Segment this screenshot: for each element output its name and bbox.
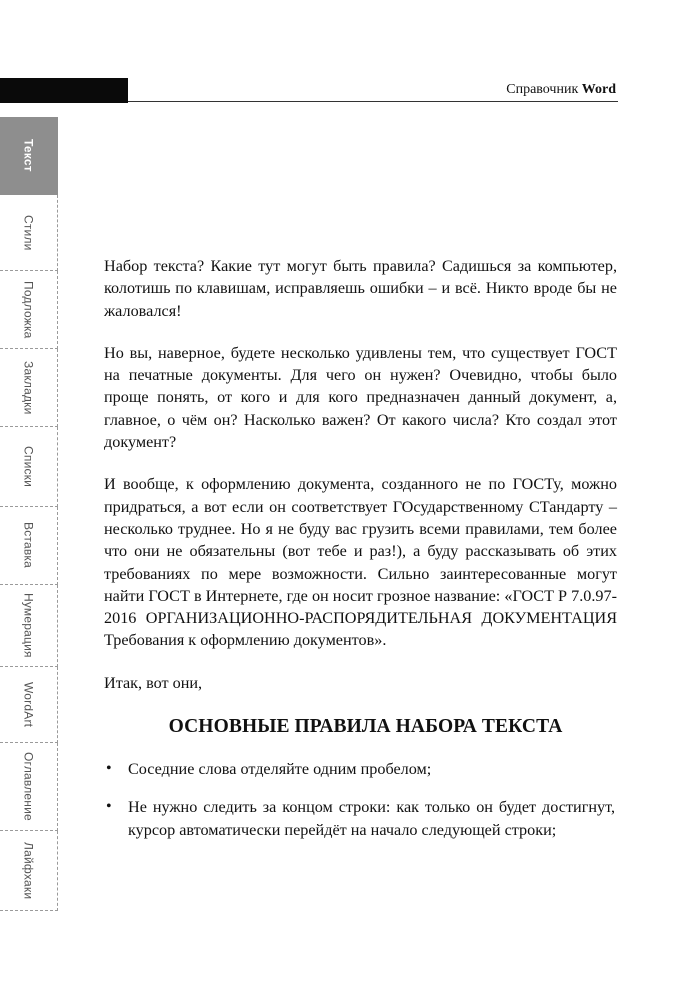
page-content bbox=[104, 255, 617, 857]
running-title-prefix: Справочник bbox=[506, 82, 582, 97]
paragraph: Набор текста? Какие тут могут быть правила? Садишься за компьютер, колотишь по клавишам, исправляешь ошибки – и всё. Никто вроде бы не жаловался! bbox=[104, 257, 617, 320]
running-title bbox=[506, 81, 616, 98]
page-number: 14 bbox=[84, 161, 97, 176]
side-tab-wordart[interactable] bbox=[0, 667, 58, 743]
side-tab-label: Подложка bbox=[21, 280, 36, 339]
rules-list bbox=[102, 758, 615, 841]
side-tab-label: Вставка bbox=[21, 522, 36, 569]
side-tab-label: Закладки bbox=[21, 360, 36, 415]
bullet-icon: • bbox=[106, 798, 112, 816]
side-tab-label: Лайфхаки bbox=[21, 841, 36, 900]
list-item-text: Не нужно следить за концом строки: как только он будет достигнут, курсор автоматически перейдёт на начало следующей строки; bbox=[128, 798, 615, 839]
list-item bbox=[102, 796, 615, 841]
side-tab-label: Списки bbox=[21, 445, 36, 488]
side-tab-label: Стили bbox=[21, 214, 36, 251]
paragraph: Но вы, наверное, будете несколько удивлены тем, что существует ГОСТ на печатные документы. Для чего он нужен? Очевидно, чтобы было проще понять, от кого и для кого предназначен данный документ, а, главное, о чём он? Насколько важен? От какого числа? Кто создал этот документ? bbox=[104, 343, 617, 452]
side-tab-lifehacks[interactable] bbox=[0, 831, 58, 911]
side-tab-text[interactable] bbox=[0, 117, 58, 195]
paragraph: И вообще, к оформлению документа, созданного не по ГОСТу, можно придраться, а вот если он соответствует ГОсударственному СТандарту – несколько труднее. Но я не буду вас грузить всеми правилами, тем более что они не обязательны (вот тебе и раз!), а буду рассказывать об этих требованиях по мере возможности. Сильно заинтересованные могут найти ГОСТ в Интернете, где он носит грозное название: «ГОСТ Р 7.0.97-2016 ОРГАНИЗАЦИОННО-РАСПОРЯДИТЕЛЬНАЯ ДОКУМЕНТАЦИЯ Требования к оформлению документов». bbox=[104, 475, 617, 650]
side-tab-toc[interactable] bbox=[0, 743, 58, 831]
list-item bbox=[102, 758, 615, 780]
side-tabs bbox=[0, 117, 58, 911]
side-tab-label: Оглавление bbox=[21, 752, 36, 821]
side-tab-lists[interactable] bbox=[0, 427, 58, 507]
side-tab-bookmarks[interactable] bbox=[0, 349, 58, 427]
side-tab-label: Текст bbox=[21, 139, 36, 172]
running-title-bold: Word bbox=[581, 82, 616, 97]
side-tab-label: WordArt bbox=[21, 681, 36, 728]
list-item-text: Соседние слова отделяйте одним пробелом; bbox=[128, 760, 432, 779]
side-tab-styles[interactable] bbox=[0, 195, 58, 271]
side-tab-label: Нумерация bbox=[21, 593, 36, 658]
header-rule bbox=[128, 101, 618, 102]
side-tab-numbering[interactable] bbox=[0, 585, 58, 667]
bullet-icon: • bbox=[106, 760, 112, 778]
paragraph: Итак, вот они, bbox=[104, 673, 203, 692]
section-heading: ОСНОВНЫЕ ПРАВИЛА НАБОРА ТЕКСТА bbox=[168, 716, 563, 738]
side-tab-insert[interactable] bbox=[0, 507, 58, 585]
side-tab-watermark[interactable] bbox=[0, 271, 58, 349]
